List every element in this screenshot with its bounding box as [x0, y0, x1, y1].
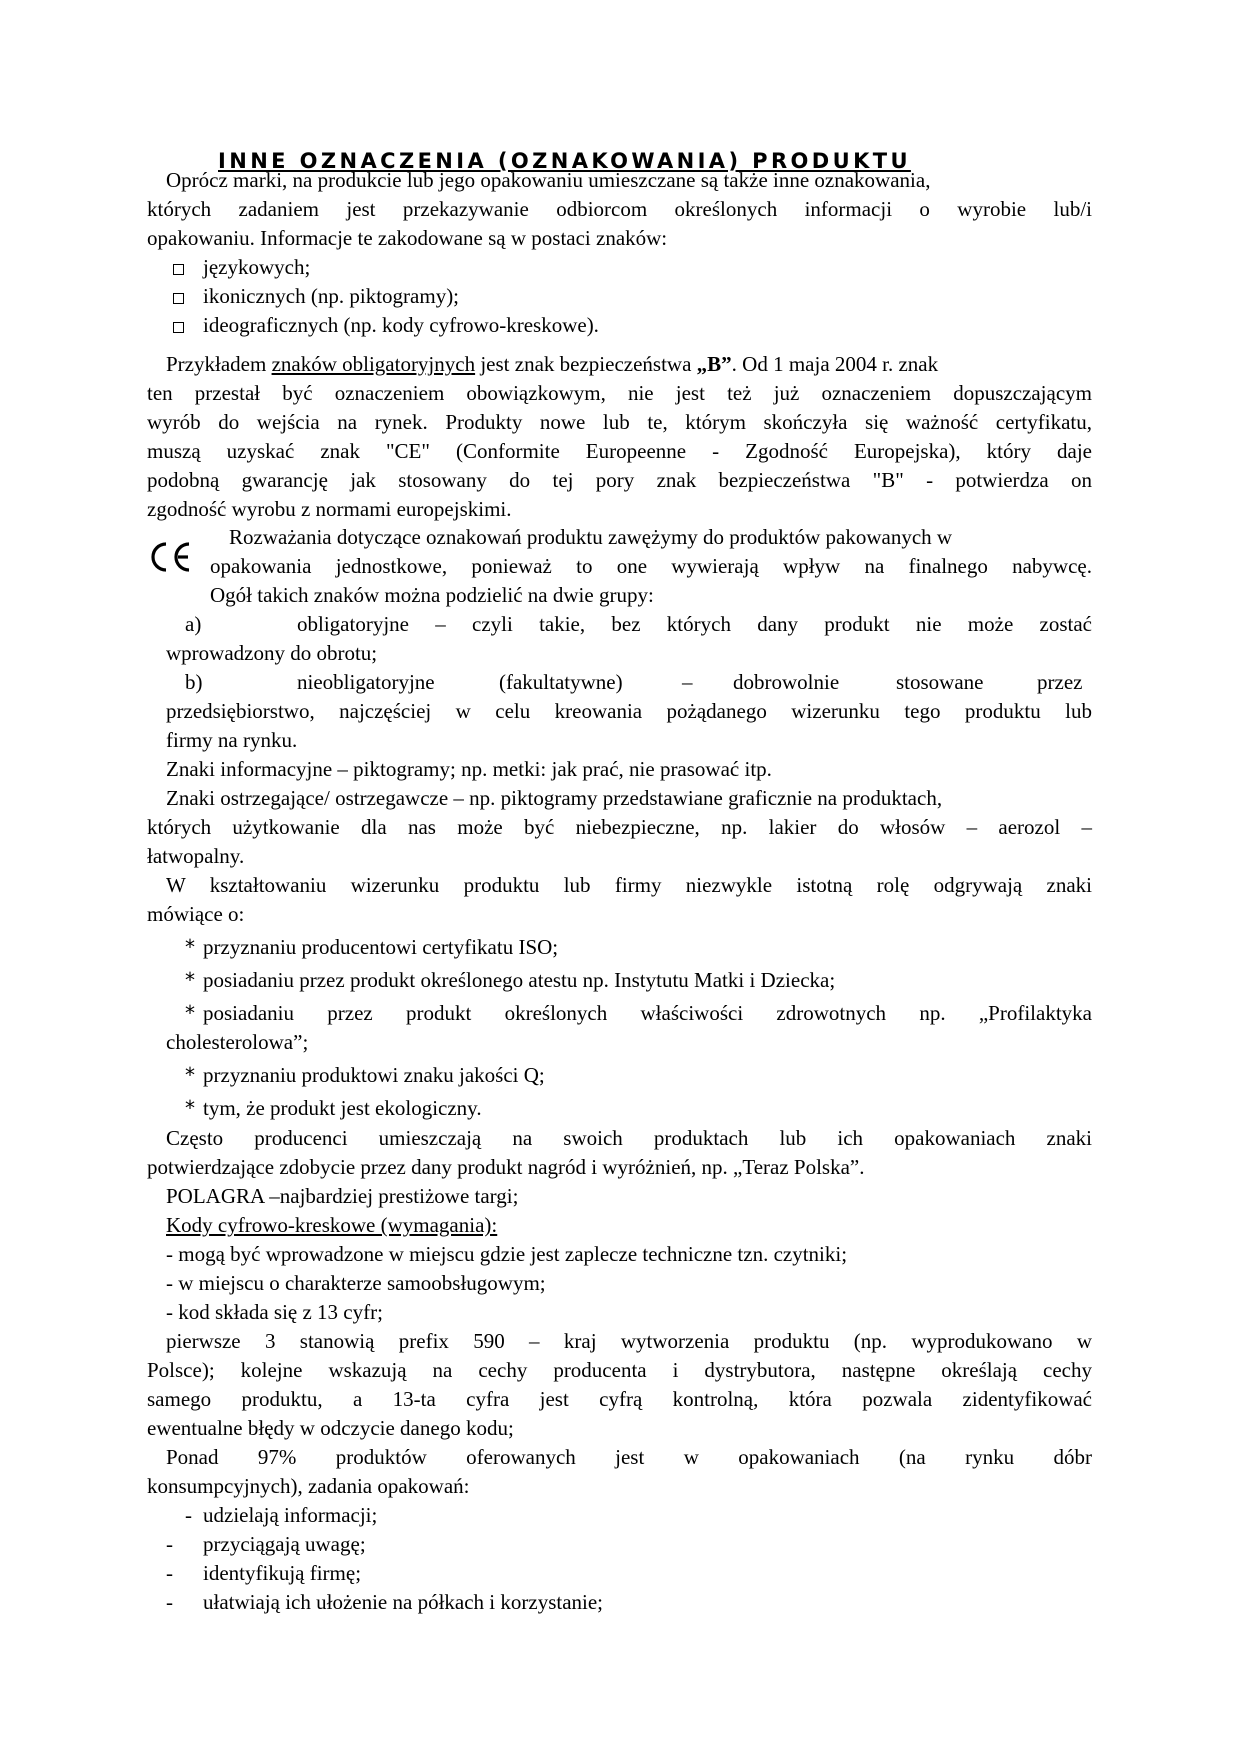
text-run: nieobligatoryjne [297, 670, 435, 694]
paragraph-line: mówiące o: [147, 902, 245, 926]
text-run: . Od 1 maja 2004 r. znak [731, 352, 939, 376]
paragraph-line: ten przestał być oznaczeniem obowiązkowym, nie jest też już oznaczeniem dopuszczającym [147, 381, 1092, 405]
paragraph-line: potwierdzające zdobycie przez dany produkt nagród i wyróżnień, np. „Teraz Polska”. [147, 1155, 865, 1179]
list-marker: a) [185, 612, 202, 636]
ce-mark-icon [148, 540, 192, 574]
paragraph-line: Często producenci umieszczają na swoich produktach lub ich opakowaniach znaki [166, 1126, 1092, 1150]
dash-bullet: - [166, 1561, 173, 1585]
dash-bullet: - [166, 1590, 173, 1614]
list-item: posiadaniu przez produkt określonych właściwości zdrowotnych np. „Profilaktyka [203, 1001, 1092, 1025]
list-item: wprowadzony do obrotu; [166, 641, 378, 665]
paragraph-line: Ponad 97% produktów oferowanych jest w opakowaniach (na rynku dóbr [166, 1445, 1092, 1469]
paragraph-line: Znaki informacyjne – piktogramy; np. metki: jak prać, nie prasować itp. [166, 757, 772, 781]
paragraph-line: W kształtowaniu wizerunku produktu lub firmy niezwykle istotną rolę odgrywają znaki [166, 873, 1092, 897]
intro-line: których zadaniem jest przekazywanie odbiorcom określonych informacji o wyrobie lub/i [147, 197, 1092, 221]
asterisk-bullet-icon: * [185, 1096, 195, 1120]
bold-term: „B” [696, 352, 732, 376]
section-heading: Kody cyfrowo-kreskowe (wymagania): [166, 1213, 498, 1237]
paragraph-line: podobną gwarancję jak stosowany do tej pory znak bezpieczeństwa "B" - potwierdza on [147, 468, 1092, 492]
list-item: przyciągają uwagę; [203, 1532, 366, 1556]
checkbox-bullet-icon [173, 322, 184, 333]
paragraph-line: POLAGRA –najbardziej prestiżowe targi; [166, 1184, 519, 1208]
intro-line: opakowaniu. Informacje te zakodowane są w postaci znaków: [147, 226, 668, 250]
paragraph-line: pierwsze 3 stanowią prefix 590 – kraj wytworzenia produktu (np. wyprodukowano w [166, 1329, 1092, 1353]
dash-bullet: - [185, 1503, 192, 1527]
list-item: udzielają informacji; [203, 1503, 378, 1527]
paragraph-line: wyrób do wejścia na rynek. Produkty nowe lub te, którym skończyła się ważność certyfikatu, [147, 410, 1092, 434]
list-marker: b) [185, 670, 203, 694]
list-item: - w miejscu o charakterze samoobsługowym; [166, 1271, 546, 1295]
list-item: przyznaniu producentowi certyfikatu ISO; [203, 935, 559, 959]
list-item: - mogą być wprowadzone w miejscu gdzie jest zaplecze techniczne tzn. czytniki; [166, 1242, 848, 1266]
paragraph-line: opakowania jednostkowe, ponieważ to one wywierają wpływ na finalnego nabywcę. [210, 554, 1092, 578]
paragraph-line: Rozważania dotyczące oznakowań produktu zawężymy do produktów pakowanych w [229, 525, 953, 549]
asterisk-bullet-icon: * [185, 968, 195, 992]
text-run: dobrowolnie [733, 670, 840, 694]
list-item: posiadaniu przez produkt określonego atestu np. Instytutu Matki i Dziecka; [203, 968, 836, 992]
asterisk-bullet-icon: * [185, 1001, 195, 1025]
text-run: Przykładem [166, 352, 272, 376]
paragraph-line: zgodność wyrobu z normami europejskimi. [147, 497, 512, 521]
paragraph-line [166, 350, 938, 379]
list-item: cholesterolowa”; [166, 1030, 309, 1054]
list-item: przedsiębiorstwo, najczęściej w celu kreowania pożądanego wizerunku tego produktu lub [166, 699, 1092, 723]
list-item: ideograficznych (np. kody cyfrowo-kreskowe). [203, 313, 599, 337]
page-title: INNE OZNACZENIA (OZNAKOWANIA) PRODUKTU [218, 149, 911, 173]
underlined-term: znaków obligatoryjnych [271, 352, 476, 376]
paragraph-line: ewentualne błędy w odczycie danego kodu; [147, 1416, 514, 1440]
text-run: stosowane [896, 670, 984, 694]
paragraph-line: Znaki ostrzegające/ ostrzegawcze – np. piktogramy przedstawiane graficznie na produktach, [166, 786, 943, 810]
paragraph-line: których użytkowanie dla nas może być niebezpieczne, np. lakier do włosów – aerozol – [147, 815, 1092, 839]
text-run: przez [1037, 670, 1083, 694]
list-item: językowych; [203, 255, 311, 279]
checkbox-bullet-icon [173, 293, 184, 304]
paragraph-line: łatwopalny. [147, 844, 245, 868]
checkbox-bullet-icon [173, 264, 184, 275]
list-item: - kod składa się z 13 cyfr; [166, 1300, 383, 1324]
asterisk-bullet-icon: * [185, 1063, 195, 1087]
text-run: – [682, 670, 693, 694]
paragraph-line: muszą uzyskać znak "CE" (Conformite Europeenne - Zgodność Europejska), który daje [147, 439, 1092, 463]
list-item: obligatoryjne – czyli takie, bez których dany produkt nie może zostać [297, 612, 1092, 636]
paragraph-line: Polsce); kolejne wskazują na cechy producenta i dystrybutora, następne określają cechy [147, 1358, 1092, 1382]
asterisk-bullet-icon: * [185, 935, 195, 959]
paragraph-line: samego produktu, a 13-ta cyfra jest cyfrą kontrolną, która pozwala zidentyfikować [147, 1387, 1092, 1411]
paragraph-line: konsumpcyjnych), zadania opakowań: [147, 1474, 470, 1498]
list-item: ikonicznych (np. piktogramy); [203, 284, 460, 308]
list-item: identyfikują firmę; [203, 1561, 362, 1585]
list-item: firmy na rynku. [166, 728, 298, 752]
list-item: ułatwiają ich ułożenie na półkach i korzystanie; [203, 1590, 604, 1614]
list-item: tym, że produkt jest ekologiczny. [203, 1096, 482, 1120]
paragraph-line: Ogół takich znaków można podzielić na dwie grupy: [210, 583, 654, 607]
text-run: (fakultatywne) [499, 670, 623, 694]
intro-line: Oprócz marki, na produkcie lub jego opakowaniu umieszczane są także inne oznakowania, [166, 168, 931, 192]
text-run: jest znak bezpieczeństwa [475, 352, 697, 376]
dash-bullet: - [166, 1532, 173, 1556]
list-item: przyznaniu produktowi znaku jakości Q; [203, 1063, 545, 1087]
